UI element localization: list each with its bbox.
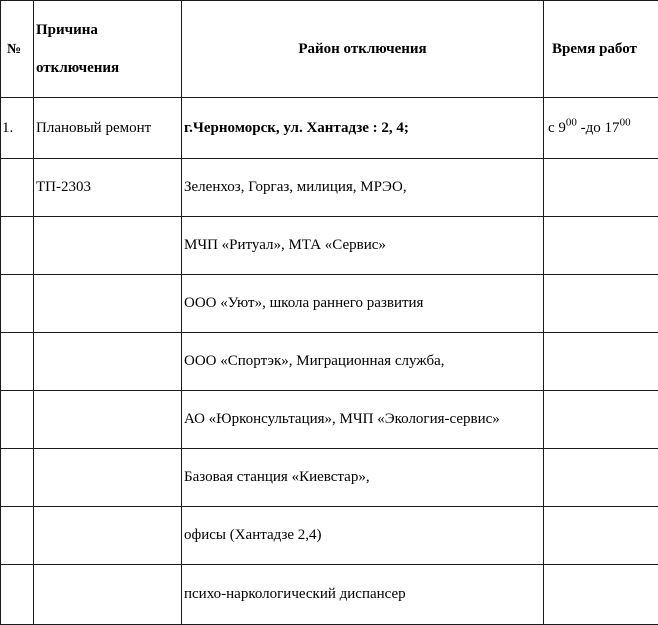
area-cell bbox=[182, 391, 544, 449]
time-prefix: с 9 bbox=[548, 120, 566, 136]
num-cell bbox=[1, 507, 34, 565]
time-cell bbox=[544, 333, 658, 391]
num-cell bbox=[1, 449, 34, 507]
header-num: № bbox=[1, 40, 33, 59]
time-cell bbox=[544, 98, 658, 159]
area-cell bbox=[182, 98, 544, 159]
table-row bbox=[1, 217, 658, 275]
num-cell bbox=[1, 217, 34, 275]
area-cell bbox=[182, 333, 544, 391]
reason-cell bbox=[34, 159, 182, 217]
num-cell bbox=[1, 98, 34, 159]
table-header-row bbox=[1, 1, 658, 98]
area-cell bbox=[182, 565, 544, 625]
area-cell bbox=[182, 449, 544, 507]
time-cell bbox=[544, 217, 658, 275]
row-area: АО «Юрконсультация», МЧП «Экология-сервис» bbox=[182, 410, 543, 429]
table-row bbox=[1, 333, 658, 391]
time-end-minutes: 00 bbox=[620, 116, 631, 128]
reason-cell bbox=[34, 333, 182, 391]
area-cell bbox=[182, 159, 544, 217]
header-num-cell bbox=[1, 1, 34, 98]
num-cell bbox=[1, 275, 34, 333]
time-cell bbox=[544, 449, 658, 507]
row-reason: ТП-2303 bbox=[34, 178, 181, 197]
row-area: ООО «Спортэк», Миграционная служба, bbox=[182, 352, 543, 371]
header-time-cell bbox=[544, 1, 658, 98]
header-area-cell bbox=[182, 1, 544, 98]
num-cell bbox=[1, 391, 34, 449]
header-reason-cell bbox=[34, 1, 182, 98]
row-area: г.Черноморск, ул. Хантадзе : 2, 4; bbox=[182, 119, 543, 138]
row-area: Базовая станция «Киевстар», bbox=[182, 468, 543, 487]
reason-cell bbox=[34, 275, 182, 333]
reason-cell bbox=[34, 391, 182, 449]
row-num: 1. bbox=[1, 119, 33, 138]
time-cell bbox=[544, 565, 658, 625]
time-cell bbox=[544, 275, 658, 333]
reason-cell bbox=[34, 217, 182, 275]
reason-cell bbox=[34, 507, 182, 565]
time-middle: -до 17 bbox=[577, 120, 620, 136]
work-time bbox=[544, 119, 658, 138]
table-row bbox=[1, 449, 658, 507]
time-cell bbox=[544, 391, 658, 449]
row-area: МЧП «Ритуал», МТА «Сервис» bbox=[182, 236, 543, 255]
area-cell bbox=[182, 507, 544, 565]
table-row bbox=[1, 275, 658, 333]
table-row bbox=[1, 565, 658, 625]
header-time: Время работ bbox=[544, 40, 658, 59]
reason-cell bbox=[34, 565, 182, 625]
area-cell bbox=[182, 275, 544, 333]
row-area: ООО «Уют», школа раннего развития bbox=[182, 294, 543, 313]
row-area: психо-наркологический диспансер bbox=[182, 585, 543, 604]
row-area: офисы (Хантадзе 2,4) bbox=[182, 526, 543, 545]
table-row bbox=[1, 159, 658, 217]
num-cell bbox=[1, 565, 34, 625]
time-cell bbox=[544, 159, 658, 217]
reason-cell bbox=[34, 98, 182, 159]
row-reason: Плановый ремонт bbox=[34, 119, 181, 138]
header-area: Район отключения bbox=[182, 40, 543, 59]
table-row bbox=[1, 391, 658, 449]
num-cell bbox=[1, 333, 34, 391]
header-reason: Причина отключения bbox=[34, 11, 181, 87]
table-row bbox=[1, 507, 658, 565]
row-area: Зеленхоз, Горгаз, милиция, МРЭО, bbox=[182, 178, 543, 197]
time-start-minutes: 00 bbox=[566, 116, 577, 128]
table-row bbox=[1, 98, 658, 159]
time-cell bbox=[544, 507, 658, 565]
num-cell bbox=[1, 159, 34, 217]
reason-cell bbox=[34, 449, 182, 507]
area-cell bbox=[182, 217, 544, 275]
